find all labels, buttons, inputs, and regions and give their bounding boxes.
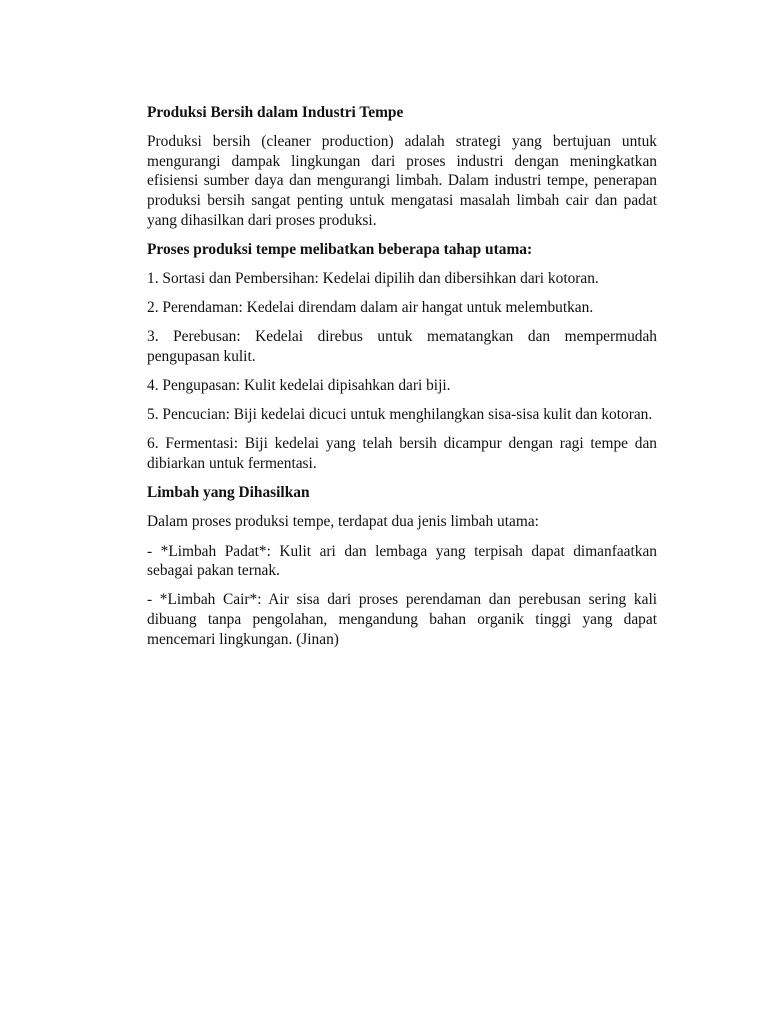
process-step: 6. Fermentasi: Biji kedelai yang telah bersih dicampur dengan ragi tempe dan dibiarkan untuk fermentasi. bbox=[147, 435, 657, 473]
process-heading: Proses produksi tempe melibatkan beberapa tahap utama: bbox=[147, 240, 533, 258]
process-step: 3. Perebusan: Kedelai direbus untuk mematangkan dan mempermudah pengupasan kulit. bbox=[147, 328, 657, 365]
waste-intro-paragraph: Dalam proses produksi tempe, terdapat dua jenis limbah utama: bbox=[147, 513, 539, 531]
process-step: 5. Pencucian: Biji kedelai dicuci untuk menghilangkan sisa-sisa kulit dan kotoran. bbox=[147, 406, 653, 424]
process-step: 2. Perendaman: Kedelai direndam dalam air hangat untuk melembutkan. bbox=[147, 299, 594, 317]
document-title: Produksi Bersih dalam Industri Tempe bbox=[147, 104, 404, 121]
process-step: 4. Pengupasan: Kulit kedelai dipisahkan dari biji. bbox=[147, 377, 451, 395]
waste-item: - *Limbah Cair*: Air sisa dari proses perendaman dan perebusan sering kali dibuang tanpa pengolahan, mengandung bahan organik tinggi yang dapat mencemari lingkungan. (Jinan) bbox=[147, 591, 657, 648]
process-step: 1. Sortasi dan Pembersihan: Kedelai dipilih dan dibersihkan dari kotoran. bbox=[147, 269, 599, 287]
intro-paragraph: Produksi bersih (cleaner production) adalah strategi yang bertujuan untuk mengurangi dampak lingkungan dari proses industri dengan meningkatkan efisiensi sumber daya dan mengurangi limbah. Dalam industri tempe, penerapan produksi bersih sangat penting untuk mengatasi masalah limbah cair dan padat yang dihasilkan dari proses produksi. bbox=[147, 133, 657, 229]
waste-item: - *Limbah Padat*: Kulit ari dan lembaga yang terpisah dapat dimanfaatkan sebagai pakan ternak. bbox=[147, 542, 657, 580]
waste-heading: Limbah yang Dihasilkan bbox=[147, 484, 310, 502]
document-page bbox=[147, 103, 657, 659]
